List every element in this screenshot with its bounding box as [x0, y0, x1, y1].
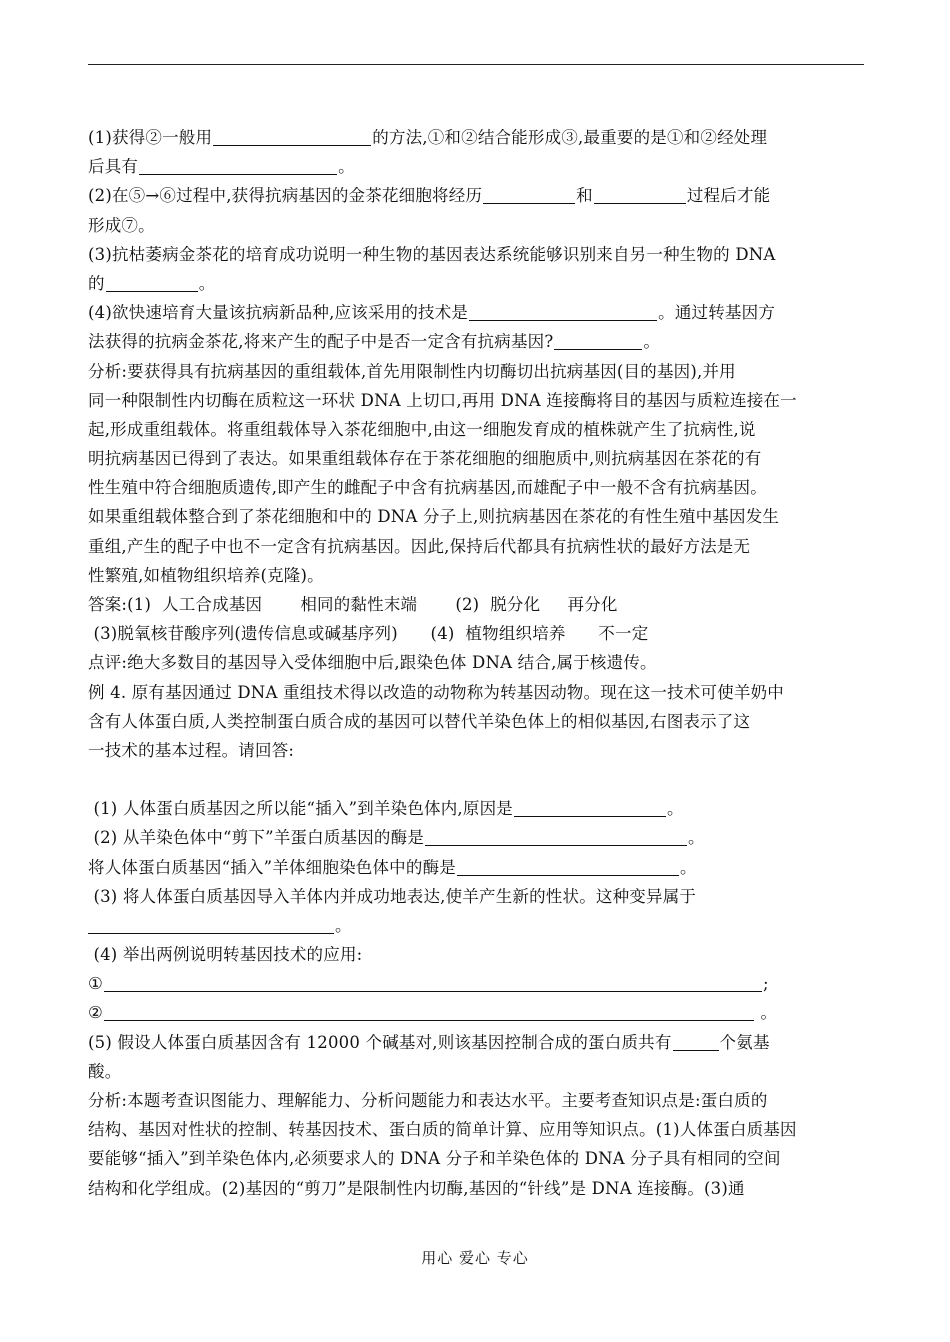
- answer-blank[interactable]: [554, 332, 642, 350]
- question-2-line-1: (2)在⑤→⑥过程中,获得抗病基因的金茶花细胞将经历 和 过程后才能: [88, 186, 771, 206]
- page-body: [88, 123, 864, 1203]
- example-4: [88, 678, 864, 766]
- answer-blank[interactable]: [594, 186, 686, 204]
- answer-line: (3)脱氧核苷酸序列(遗传信息或碱基序列) (4) 植物组织培养 不一定: [88, 624, 649, 644]
- question-1-line-2: 后具有 。: [88, 157, 355, 177]
- answer-line: 答案:(1) 人工合成基因 相同的黏性末端 (2) 脱分化 再分化: [88, 595, 618, 614]
- analysis-line: 如果重组载体整合到了茶花细胞和中的 DNA 分子上,则抗病基因在茶花的有性生殖中基因发生: [88, 507, 780, 527]
- answer-blank[interactable]: [514, 799, 666, 817]
- answer-blank[interactable]: [88, 916, 334, 934]
- comment-1: 点评:绝大多数目的基因导入受体细胞中后,跟染色体 DNA 结合,属于核遗传。: [88, 653, 657, 673]
- analysis-line: 重组,产生的配子中也不一定含有抗病基因。因此,保持后代都具有抗病性状的最好方法是无: [88, 536, 751, 556]
- page-footer: 用心 爱心 专心: [421, 1249, 529, 1267]
- analysis-line: 起,形成重组载体。将重组载体导入茶花细胞中,由这一细胞发育成的植株就产生了抗病性,说: [88, 419, 756, 439]
- analysis-line: 分析:本题考查识图能力、理解能力、分析问题能力和表达水平。主要考查知识点是:蛋白质的: [88, 1091, 768, 1110]
- answer-blank[interactable]: [213, 128, 371, 146]
- spacer: [88, 765, 864, 794]
- answer-1: [88, 590, 864, 648]
- answer-blank[interactable]: [457, 858, 679, 876]
- analysis-line: 性生殖中符合细胞质遗传,即产生的雌配子中含有抗病基因,而雄配子中一般不含有抗病基因。: [88, 478, 767, 498]
- answer-blank[interactable]: [673, 1033, 719, 1051]
- analysis-2: [88, 1086, 864, 1203]
- q4-item-4: (4) 举出两例说明转基因技术的应用:: [88, 945, 363, 965]
- answer-blank[interactable]: [106, 274, 198, 292]
- analysis-line: 要能够“插入”到羊染色体内,必须要求人的 DNA 分子和羊染色体的 DNA 分子具有相同的空间: [88, 1149, 781, 1169]
- question-3-line-2: 的 。: [88, 273, 216, 293]
- question-2-line-2: 形成⑦。: [88, 215, 155, 235]
- analysis-line: 结构、基因对性状的控制、转基因技术、蛋白质的简单计算、应用等知识点。(1)人体蛋白质基因: [88, 1120, 797, 1140]
- example-line: 一技术的基本过程。请回答:: [88, 740, 295, 760]
- answer-blank[interactable]: [483, 186, 575, 204]
- question-1-line-1: (1)获得②一般用 的方法,①和②结合能形成③,最重要的是①和②经处理: [88, 128, 768, 147]
- analysis-line: 性繁殖,如植物组织培养(克隆)。: [88, 565, 324, 585]
- analysis-line: 同一种限制性内切酶在质粒这一环状 DNA 上切口,再用 DNA 连接酶将目的基因与质粒连接在一: [88, 390, 797, 410]
- analysis-line: 明抗病基因已得到了表达。如果重组载体存在于茶花细胞的细胞质中,则抗病基因在茶花的有: [88, 449, 762, 469]
- analysis-line: 结构和化学组成。(2)基因的“剪刀”是限制性内切酶,基因的“针线”是 DNA 连接酶。(3)通: [88, 1178, 745, 1198]
- q4-item-2b: 将人体蛋白质基因“插入”羊体细胞染色体中的酶是 。: [88, 857, 697, 877]
- answer-blank[interactable]: [425, 828, 687, 846]
- example-line: 含有人体蛋白质,人类控制蛋白质合成的基因可以替代羊染色体上的相似基因,右图表示了这: [88, 711, 751, 731]
- analysis-line: 分析:要获得具有抗病基因的重组载体,首先用限制性内切酶切出抗病基因(目的基因),并用: [88, 361, 736, 381]
- answer-blank[interactable]: [104, 974, 762, 992]
- example-line: 例 4. 原有基因通过 DNA 重组技术得以改造的动物称为转基因动物。现在这一技术可使羊奶中: [88, 682, 785, 702]
- question-4-line-1: (4)欲快速培育大量该抗病新品种,应该采用的技术是 。通过转基因方: [88, 303, 776, 323]
- q4-item-2: (2) 从羊染色体中“剪下”羊蛋白质基因的酶是 。: [88, 828, 705, 848]
- header-rule: [88, 64, 864, 65]
- analysis-1: [88, 357, 864, 591]
- q4-item-5b: 酸。: [88, 1061, 122, 1081]
- question-3-line-1: (3)抗枯萎病金茶花的培育成功说明一种生物的基因表达系统能够识别来自另一种生物的 DNA: [88, 244, 776, 264]
- q4-item-4-1: ① ;: [88, 974, 769, 994]
- answer-blank[interactable]: [139, 157, 337, 175]
- q4-item-4-2: ② 。: [88, 1003, 778, 1023]
- q4-item-1: (1) 人体蛋白质基因之所以能“插入”到羊染色体内,原因是 。: [88, 799, 684, 819]
- answer-blank[interactable]: [469, 303, 657, 321]
- q4-item-3: (3) 将人体蛋白质基因导入羊体内并成功地表达,使羊产生新的性状。这种变异属于: [88, 886, 697, 906]
- answer-blank[interactable]: [104, 1003, 754, 1021]
- q4-item-3b: 。: [88, 911, 864, 940]
- question-4-line-2: 法获得的抗病金茶花,将来产生的配子中是否一定含有抗病基因? 。: [88, 332, 661, 352]
- q4-item-5: (5) 假设人体蛋白质基因含有 12000 个碱基对,则该基因控制合成的蛋白质共有 个氨基: [88, 1032, 770, 1052]
